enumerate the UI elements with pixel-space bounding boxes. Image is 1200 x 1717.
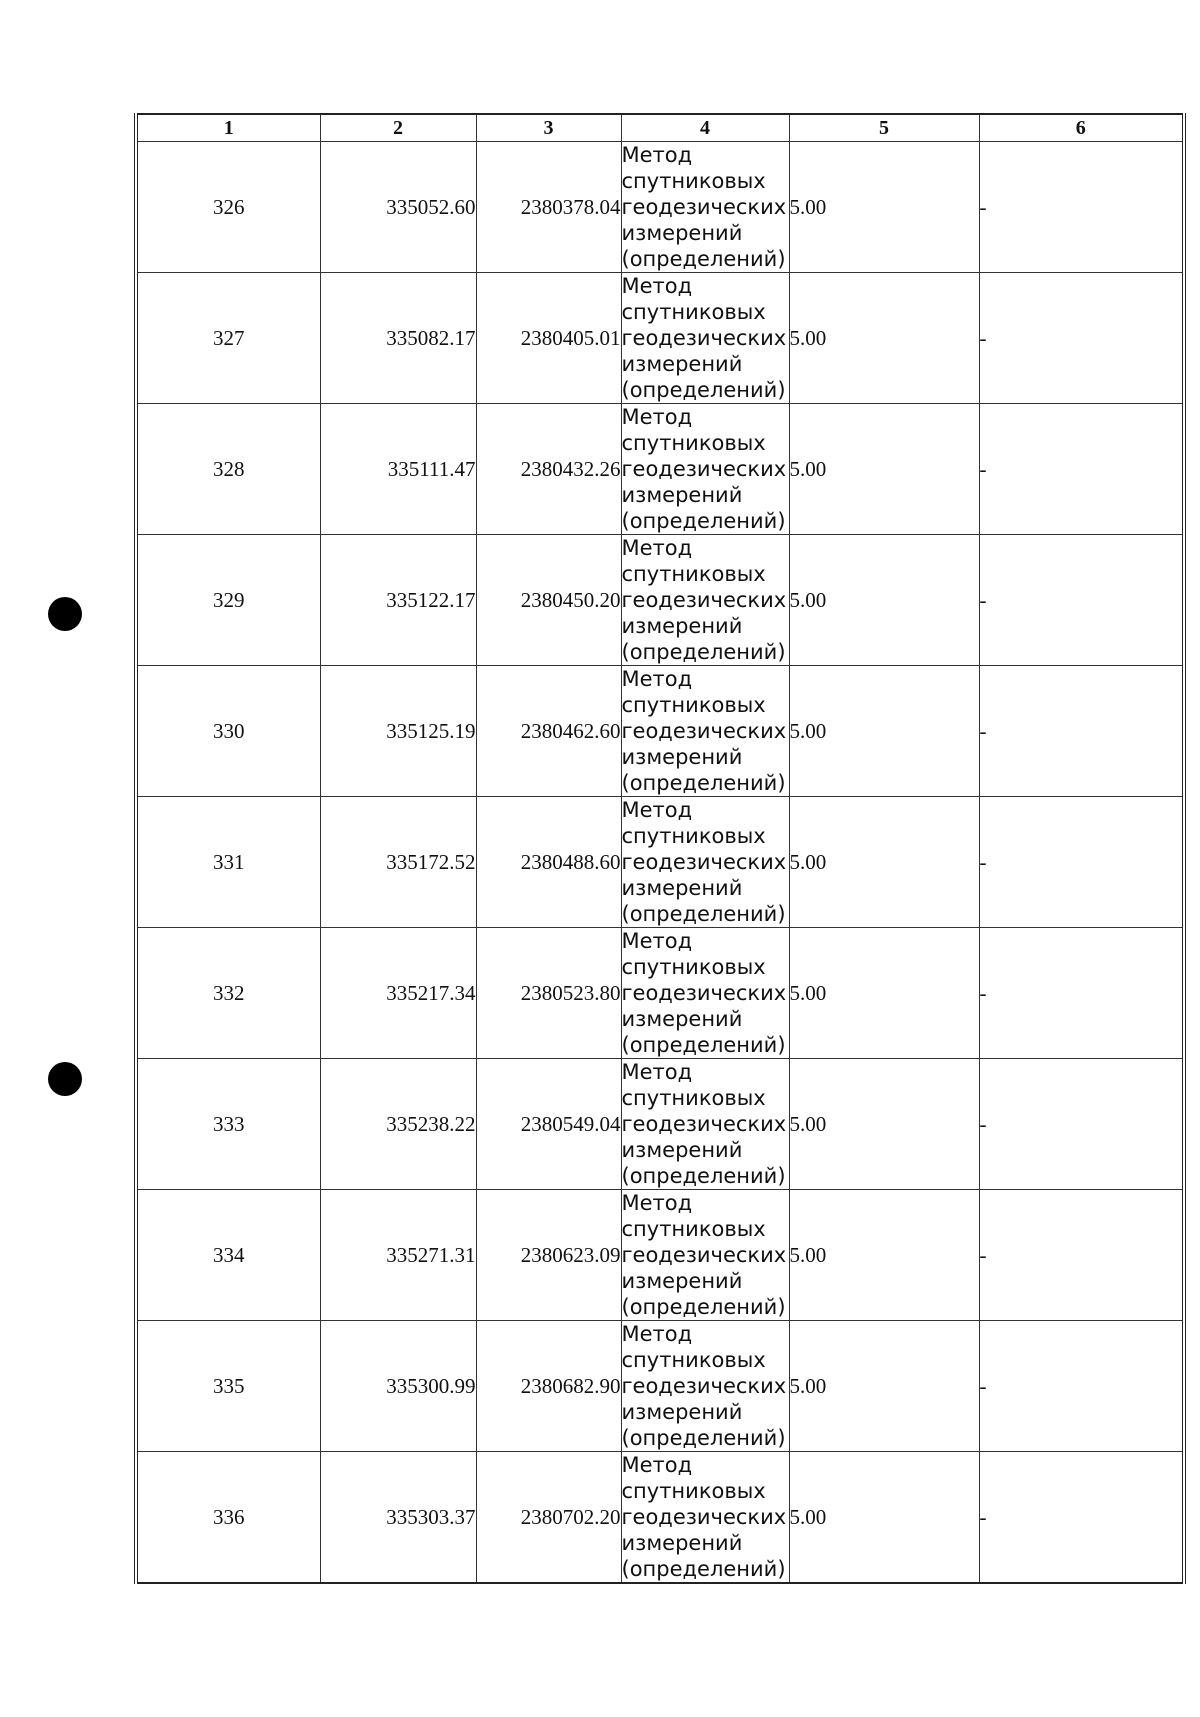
accuracy-cell: 5.00: [789, 928, 979, 1059]
point-number-cell: 332: [136, 928, 320, 1059]
method-line: спутниковых: [621, 300, 766, 324]
description-cell: -: [979, 535, 1184, 666]
method-line: спутниковых: [621, 169, 766, 193]
method-line: измерений: [621, 1269, 743, 1293]
coordinate-x-cell: 335172.52: [320, 797, 476, 928]
method-line: спутниковых: [621, 955, 766, 979]
method-line: геодезических: [621, 195, 787, 219]
column-header: 2: [320, 114, 476, 142]
method-cell: [621, 1059, 789, 1190]
method-line: геодезических: [621, 457, 787, 481]
point-number-cell: 331: [136, 797, 320, 928]
method-line: геодезических: [621, 1112, 787, 1136]
coordinate-x-cell: 335271.31: [320, 1190, 476, 1321]
method-line: (определений): [621, 1426, 786, 1450]
method-line: спутниковых: [621, 431, 766, 455]
method-line: измерений: [621, 1138, 743, 1162]
description-cell: -: [979, 1452, 1184, 1584]
method-cell: [621, 1452, 789, 1584]
method-line: Метод: [621, 536, 693, 560]
accuracy-cell: 5.00: [789, 404, 979, 535]
coordinate-y-cell: 2380378.04: [476, 142, 621, 273]
method-line: измерений: [621, 876, 743, 900]
accuracy-cell: 5.00: [789, 1059, 979, 1190]
method-line: (определений): [621, 902, 786, 926]
table-row: [136, 273, 1184, 404]
method-line: геодезических: [621, 1374, 787, 1398]
point-number-cell: 336: [136, 1452, 320, 1584]
column-header: 5: [789, 114, 979, 142]
method-line: спутниковых: [621, 693, 766, 717]
point-number-cell: 326: [136, 142, 320, 273]
coordinate-x-cell: 335300.99: [320, 1321, 476, 1452]
table-row: [136, 1059, 1184, 1190]
accuracy-cell: 5.00: [789, 666, 979, 797]
method-line: (определений): [621, 1557, 786, 1581]
accuracy-cell: 5.00: [789, 1321, 979, 1452]
method-line: измерений: [621, 1007, 743, 1031]
coordinates-table: [134, 113, 1186, 1584]
table-row: [136, 666, 1184, 797]
coordinate-y-cell: 2380450.20: [476, 535, 621, 666]
accuracy-cell: 5.00: [789, 797, 979, 928]
method-line: геодезических: [621, 719, 787, 743]
method-line: Метод: [621, 143, 693, 167]
method-line: Метод: [621, 929, 693, 953]
method-line: (определений): [621, 640, 786, 664]
description-cell: -: [979, 797, 1184, 928]
coordinate-y-cell: 2380682.90: [476, 1321, 621, 1452]
table-row: [136, 1452, 1184, 1584]
point-number-cell: 330: [136, 666, 320, 797]
coordinate-y-cell: 2380549.04: [476, 1059, 621, 1190]
method-line: измерений: [621, 614, 743, 638]
method-line: (определений): [621, 1164, 786, 1188]
accuracy-cell: 5.00: [789, 273, 979, 404]
coordinate-y-cell: 2380405.01: [476, 273, 621, 404]
coordinate-y-cell: 2380462.60: [476, 666, 621, 797]
coordinate-x-cell: 335238.22: [320, 1059, 476, 1190]
method-cell: [621, 142, 789, 273]
coordinate-y-cell: 2380623.09: [476, 1190, 621, 1321]
description-cell: -: [979, 404, 1184, 535]
method-cell: [621, 535, 789, 666]
method-line: (определений): [621, 509, 786, 533]
coordinate-x-cell: 335111.47: [320, 404, 476, 535]
method-line: (определений): [621, 378, 786, 402]
point-number-cell: 327: [136, 273, 320, 404]
method-line: измерений: [621, 1531, 743, 1555]
column-header: 6: [979, 114, 1184, 142]
method-line: спутниковых: [621, 1479, 766, 1503]
method-line: спутниковых: [621, 1086, 766, 1110]
column-header: 3: [476, 114, 621, 142]
accuracy-cell: 5.00: [789, 142, 979, 273]
table-header-row: [136, 114, 1184, 142]
method-line: Метод: [621, 1060, 693, 1084]
method-line: измерений: [621, 745, 743, 769]
description-cell: -: [979, 1321, 1184, 1452]
method-line: измерений: [621, 352, 743, 376]
method-cell: [621, 666, 789, 797]
table-row: [136, 1190, 1184, 1321]
method-line: (определений): [621, 247, 786, 271]
coordinate-x-cell: 335303.37: [320, 1452, 476, 1584]
table-row: [136, 928, 1184, 1059]
method-line: (определений): [621, 1033, 786, 1057]
method-line: Метод: [621, 1191, 693, 1215]
table-row: [136, 1321, 1184, 1452]
description-cell: -: [979, 1059, 1184, 1190]
punch-hole: [48, 1062, 82, 1096]
method-line: спутниковых: [621, 1348, 766, 1372]
description-cell: -: [979, 928, 1184, 1059]
punch-hole: [48, 597, 82, 631]
method-line: Метод: [621, 667, 693, 691]
point-number-cell: 335: [136, 1321, 320, 1452]
coordinate-y-cell: 2380488.60: [476, 797, 621, 928]
method-cell: [621, 1190, 789, 1321]
table-row: [136, 535, 1184, 666]
method-line: геодезических: [621, 981, 787, 1005]
method-line: (определений): [621, 1295, 786, 1319]
method-line: геодезических: [621, 850, 787, 874]
description-cell: -: [979, 666, 1184, 797]
coordinate-x-cell: 335217.34: [320, 928, 476, 1059]
point-number-cell: 328: [136, 404, 320, 535]
method-line: геодезических: [621, 1505, 787, 1529]
method-line: геодезических: [621, 588, 787, 612]
accuracy-cell: 5.00: [789, 535, 979, 666]
table-row: [136, 142, 1184, 273]
method-line: геодезических: [621, 1243, 787, 1267]
method-line: измерений: [621, 1400, 743, 1424]
method-line: спутниковых: [621, 1217, 766, 1241]
method-cell: [621, 404, 789, 535]
method-cell: [621, 928, 789, 1059]
method-line: спутниковых: [621, 824, 766, 848]
method-cell: [621, 273, 789, 404]
coordinate-x-cell: 335122.17: [320, 535, 476, 666]
coordinate-y-cell: 2380523.80: [476, 928, 621, 1059]
coordinate-x-cell: 335082.17: [320, 273, 476, 404]
point-number-cell: 333: [136, 1059, 320, 1190]
table-row: [136, 404, 1184, 535]
method-line: измерений: [621, 483, 743, 507]
method-line: Метод: [621, 405, 693, 429]
table-row: [136, 797, 1184, 928]
point-number-cell: 329: [136, 535, 320, 666]
coordinate-x-cell: 335125.19: [320, 666, 476, 797]
coordinate-x-cell: 335052.60: [320, 142, 476, 273]
method-cell: [621, 797, 789, 928]
column-header: 1: [136, 114, 320, 142]
method-line: Метод: [621, 1453, 693, 1477]
coordinate-y-cell: 2380702.20: [476, 1452, 621, 1584]
accuracy-cell: 5.00: [789, 1452, 979, 1584]
description-cell: -: [979, 273, 1184, 404]
method-line: спутниковых: [621, 562, 766, 586]
description-cell: -: [979, 1190, 1184, 1321]
coordinate-y-cell: 2380432.26: [476, 404, 621, 535]
method-line: геодезических: [621, 326, 787, 350]
method-line: измерений: [621, 221, 743, 245]
method-line: Метод: [621, 798, 693, 822]
method-line: Метод: [621, 274, 693, 298]
method-line: Метод: [621, 1322, 693, 1346]
column-header: 4: [621, 114, 789, 142]
method-line: (определений): [621, 771, 786, 795]
description-cell: -: [979, 142, 1184, 273]
accuracy-cell: 5.00: [789, 1190, 979, 1321]
point-number-cell: 334: [136, 1190, 320, 1321]
method-cell: [621, 1321, 789, 1452]
